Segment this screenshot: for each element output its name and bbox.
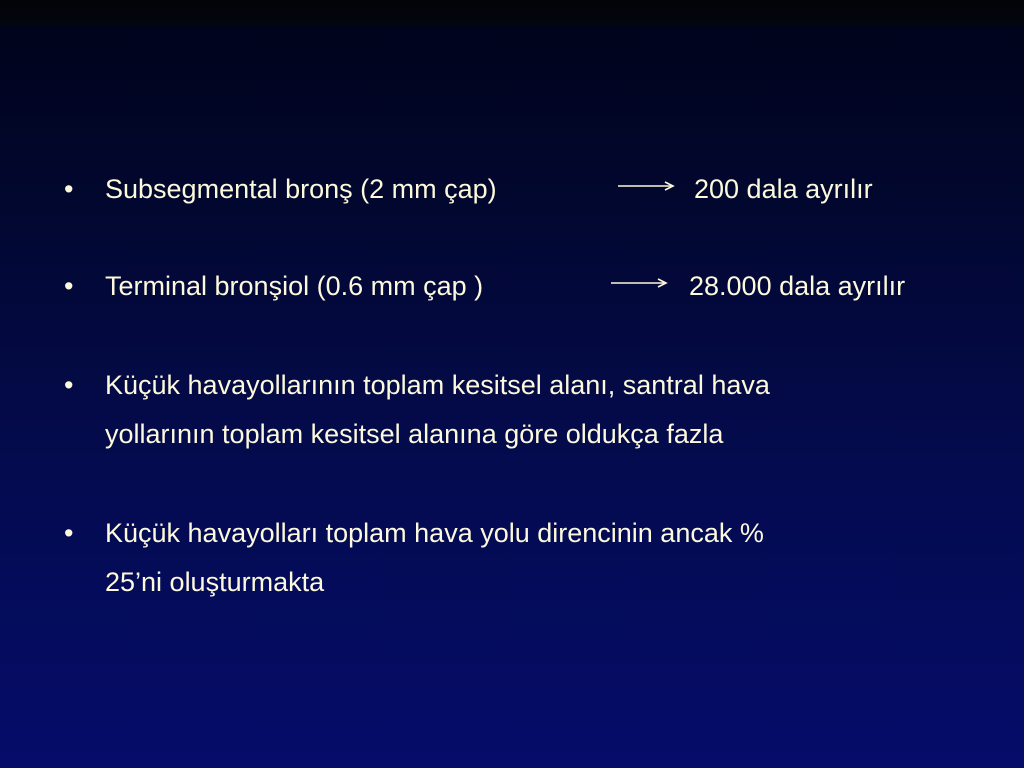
bullet-text-line-1: Küçük havayolları toplam hava yolu direncinin ancak % xyxy=(105,518,764,548)
bullet-text-right: 200 dala ayrılır xyxy=(694,174,873,204)
bullet-dot: • xyxy=(64,370,74,400)
bullet-text-right: 28.000 dala ayrılır xyxy=(689,271,906,301)
bullet-dot: • xyxy=(64,271,74,301)
bullet-dot: • xyxy=(64,174,74,204)
bullet-text-line-2: 25’ni oluşturmakta xyxy=(105,567,325,597)
long-right-arrow-icon xyxy=(610,276,670,290)
bullet-dot: • xyxy=(64,518,74,548)
bullet-text-line-2: yollarının toplam kesitsel alanına göre oldukça fazla xyxy=(105,419,724,449)
bullet-text-left: Terminal bronşiol (0.6 mm çap ) xyxy=(105,271,484,301)
long-right-arrow-icon xyxy=(617,179,677,193)
bullet-text-left: Subsegmental bronş (2 mm çap) xyxy=(105,174,497,204)
bullet-text-line-1: Küçük havayollarının toplam kesitsel alanı, santral hava xyxy=(105,370,770,400)
